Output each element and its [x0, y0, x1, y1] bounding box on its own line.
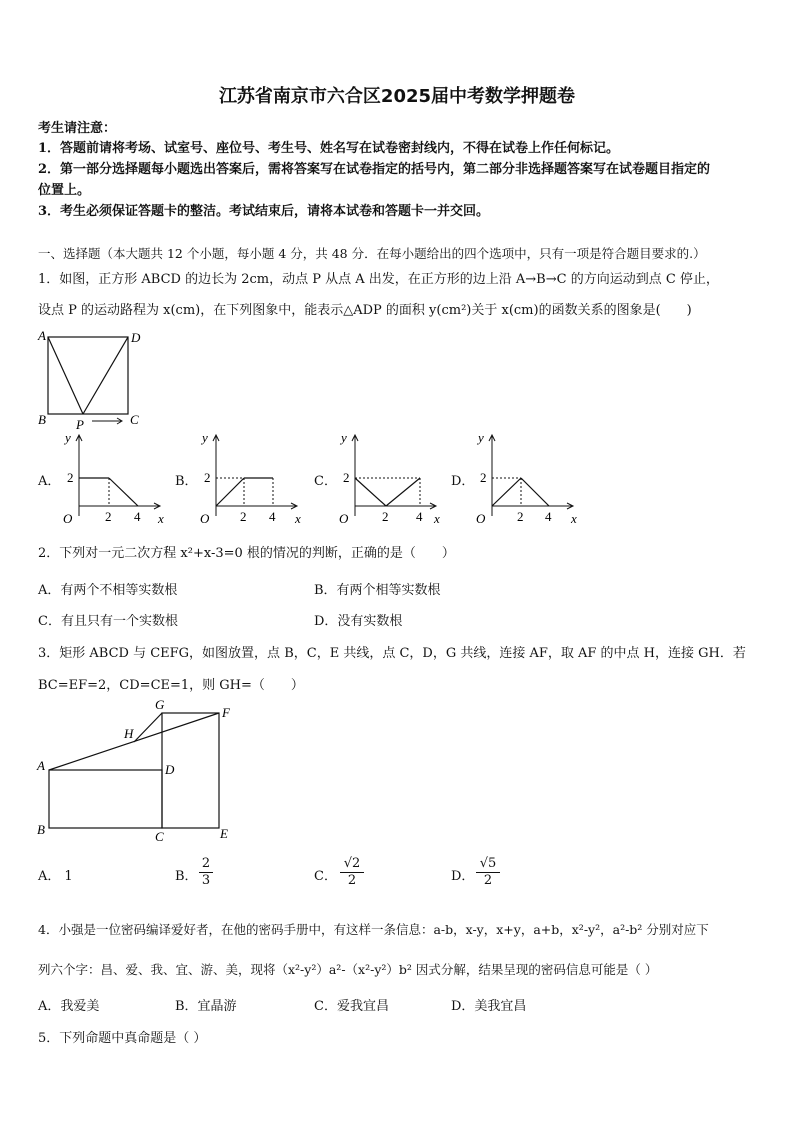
q1-square-figure	[36, 326, 156, 436]
section-heading: 一、选择题（本大题共 12 个小题，每小题 4 分，共 48 分．在每小题给出的四个选项中，只有一项是符合题目要求的.）	[38, 246, 706, 261]
label-d: D	[165, 762, 175, 777]
q1-graph-b[interactable]	[195, 428, 307, 528]
label-h: H	[124, 726, 134, 741]
label-f: F	[222, 705, 230, 720]
svg-text:x: x	[158, 511, 164, 526]
q3-option-a[interactable]: A． 1	[38, 869, 73, 884]
q2-option-d[interactable]: D．没有实数根	[314, 614, 403, 629]
notice-item: 1．答题前请将考场、试室号、座位号、考生号、姓名写在试卷密封线内，不得在试卷上作任何标记。	[38, 141, 620, 156]
svg-text:y: y	[478, 430, 484, 445]
svg-text:x: x	[295, 511, 301, 526]
q4-stem-line2: 列六个字：昌、爱、我、宜、游、美，现将（x²-y²）a²-（x²-y²）b² 因式分解，结果呈现的密码信息可能是（ ）	[38, 962, 658, 977]
svg-text:2: 2	[105, 509, 112, 524]
q4-option-c[interactable]: C．爱我宜昌	[314, 999, 389, 1014]
svg-text:4: 4	[134, 509, 141, 524]
q2-option-a[interactable]: A．有两个不相等实数根	[38, 583, 178, 598]
svg-text:O: O	[200, 511, 210, 526]
q1-graph-a[interactable]	[58, 428, 170, 528]
svg-text:2: 2	[480, 470, 487, 485]
q1-option-b-label[interactable]: B．	[175, 474, 198, 489]
svg-text:2: 2	[240, 509, 247, 524]
label-b: B	[37, 822, 45, 837]
q3-option-b-label[interactable]: B．	[175, 869, 198, 884]
q1-graph-c[interactable]	[334, 428, 446, 528]
q3-stem-line2: BC=EF=2，CD=CE=1，则 GH=（ ）	[38, 678, 304, 693]
label-a: A	[38, 328, 46, 343]
svg-text:y: y	[341, 430, 347, 445]
q4-stem-line1: 4．小强是一位密码编译爱好者，在他的密码手册中，有这样一条信息：a-b，x-y，x+y，a+b，x²-y²，a²-b² 分别对应下	[38, 922, 709, 937]
svg-text:O: O	[63, 511, 73, 526]
svg-text:y: y	[202, 430, 208, 445]
notice-item: 位置上。	[38, 183, 91, 198]
notice-item: 2．第一部分选择题每小题选出答案后，需将答案写在试卷指定的括号内，第二部分非选择题答案写在试卷题目指定的	[38, 162, 711, 177]
q3-stem-line1: 3．矩形 ABCD 与 CEFG，如图放置，点 B，C，E 共线，点 C，D，G 共线，连接 AF，取 AF 的中点 H，连接 GH．若	[38, 646, 746, 661]
q3-option-c-fraction[interactable]: √2 2	[340, 857, 364, 888]
q4-option-a[interactable]: A．我爱美	[38, 999, 100, 1014]
q3-option-d-fraction[interactable]: √5 2	[476, 857, 500, 888]
q4-option-d[interactable]: D．美我宜昌	[451, 999, 527, 1014]
svg-text:4: 4	[416, 509, 423, 524]
label-g: G	[155, 697, 165, 712]
label-c: C	[155, 829, 164, 844]
q3-option-d-label[interactable]: D．	[451, 869, 475, 884]
q1-option-c-label[interactable]: C．	[314, 474, 337, 489]
svg-text:O: O	[339, 511, 349, 526]
q2-stem: 2．下列对一元二次方程 x²+x-3=0 根的情况的判断，正确的是（ ）	[38, 546, 455, 561]
q2-option-c[interactable]: C．有且只有一个实数根	[38, 614, 178, 629]
svg-text:2: 2	[382, 509, 389, 524]
label-p: P	[76, 417, 84, 432]
q1-stem-line2: 设点 P 的运动路程为 x(cm)，在下列图象中，能表示△ADP 的面积 y(cm²)关于 x(cm)的函数关系的图象是( )	[38, 303, 692, 318]
label-e: E	[220, 826, 228, 841]
q3-rectangle-figure	[34, 696, 244, 846]
svg-text:4: 4	[545, 509, 552, 524]
label-c: C	[130, 412, 139, 427]
q5-stem: 5．下列命题中真命题是（ ）	[38, 1031, 207, 1046]
q3-option-b-fraction[interactable]: 2 3	[199, 857, 213, 888]
q2-option-b[interactable]: B．有两个相等实数根	[314, 583, 441, 598]
svg-text:x: x	[571, 511, 577, 526]
svg-text:2: 2	[517, 509, 524, 524]
page-title: 江苏省南京市六合区2025届中考数学押题卷	[218, 86, 576, 107]
q1-stem-line1: 1．如图，正方形 ABCD 的边长为 2cm，动点 P 从点 A 出发，在正方形的边上沿 A→B→C 的方向运动到点 C 停止，	[38, 272, 719, 287]
q1-option-a-label[interactable]: A．	[38, 474, 61, 489]
svg-text:x: x	[434, 511, 440, 526]
label-d: D	[131, 330, 141, 345]
svg-text:2: 2	[67, 470, 74, 485]
svg-text:2: 2	[204, 470, 211, 485]
q1-graph-d[interactable]	[471, 428, 583, 528]
label-b: B	[38, 412, 46, 427]
notice-heading: 考生请注意：	[38, 121, 117, 136]
q3-option-c-label[interactable]: C．	[314, 869, 337, 884]
svg-text:O: O	[476, 511, 486, 526]
label-a: A	[37, 758, 45, 773]
notice-item: 3．考生必须保证答题卡的整洁。考试结束后，请将本试卷和答题卡一并交回。	[38, 204, 490, 219]
svg-text:y: y	[65, 430, 71, 445]
q4-option-b[interactable]: B．宜晶游	[175, 999, 237, 1014]
q1-option-d-label[interactable]: D．	[451, 474, 475, 489]
svg-text:4: 4	[269, 509, 276, 524]
svg-text:2: 2	[343, 470, 350, 485]
